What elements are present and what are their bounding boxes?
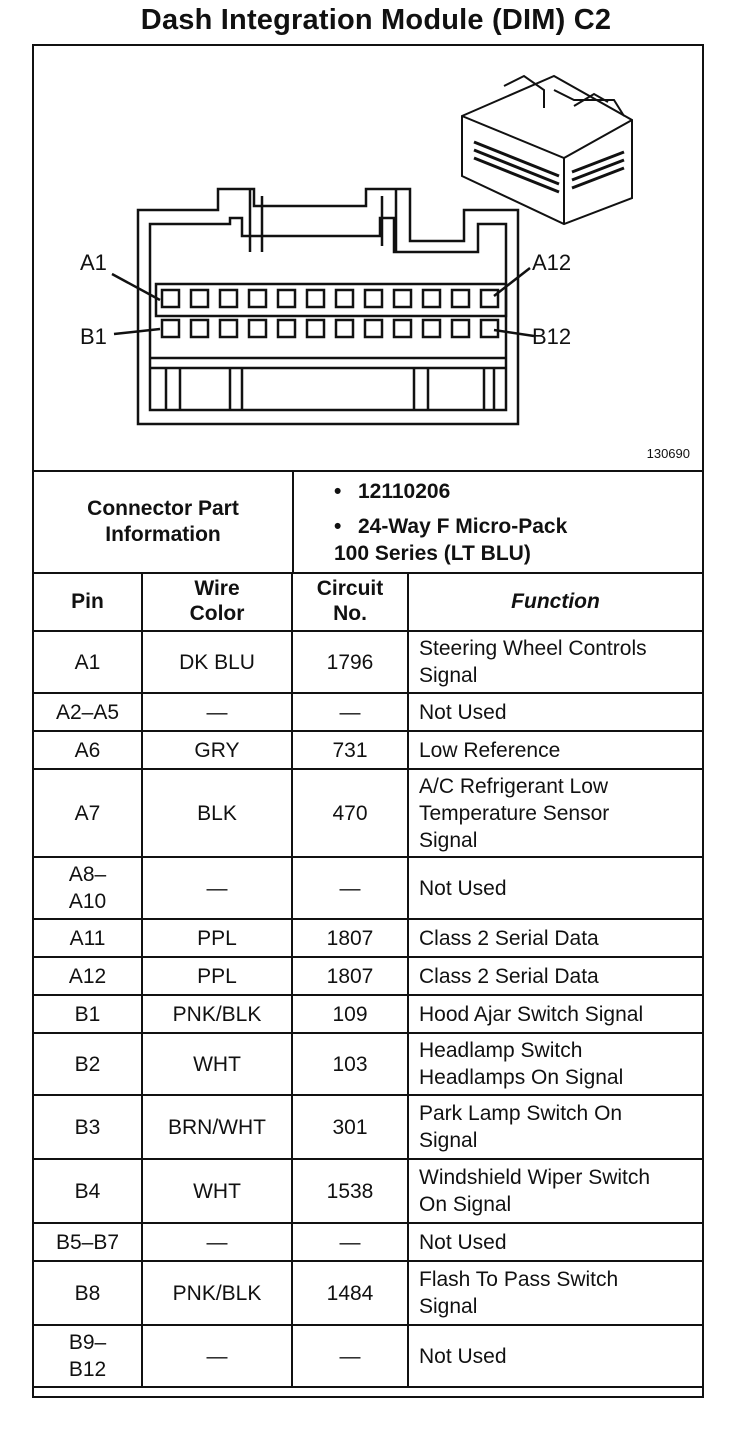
wire-color-cell: WHT: [142, 1033, 292, 1095]
table-row: [34, 1223, 702, 1261]
function-cell: [408, 919, 702, 957]
pin-label-a12: A12: [532, 250, 572, 275]
function-cell-line: Class 2 Serial Data: [419, 964, 599, 988]
pin-cell: [34, 1033, 142, 1095]
circuit-cell: 301: [292, 1095, 408, 1159]
table-row: [34, 995, 702, 1033]
pin-cell-line: A7: [74, 801, 101, 825]
connector-part-information-label: [34, 472, 294, 572]
circuit-cell: 1484: [292, 1261, 408, 1325]
circuit-cell: —: [292, 857, 408, 919]
connector-face-drawing: [34, 46, 702, 470]
pinout-table: [34, 572, 702, 1388]
table-row: [34, 957, 702, 995]
pin-cell: [34, 731, 142, 769]
wire-color-cell: PPL: [142, 957, 292, 995]
pin-cell-line: B9–: [68, 1331, 107, 1354]
table-row: [34, 1033, 702, 1095]
pin-cell-line: A6: [74, 738, 101, 762]
pin-cell-line: A11: [69, 926, 106, 950]
pin-cell: [34, 1095, 142, 1159]
pin-cell-line: B3: [74, 1115, 101, 1139]
function-cell-line: Temperature Sensor: [419, 801, 610, 825]
pin-cell-line: A1: [74, 650, 101, 674]
function-cell-line: Class 2 Serial Data: [419, 926, 599, 950]
connector-label-line: Connector Part: [87, 497, 239, 520]
function-cell-line: Not Used: [419, 700, 507, 724]
table-row: [34, 731, 702, 769]
function-cell-line: On Signal: [419, 1193, 512, 1216]
function-cell: [408, 769, 702, 857]
pin-cell: [34, 1159, 142, 1223]
table-row: [34, 693, 702, 731]
pin-cell-line: A10: [68, 890, 107, 913]
wire-color-cell: PPL: [142, 919, 292, 957]
pin-cell-line: B12: [68, 1358, 107, 1381]
function-cell-line: Hood Ajar Switch Signal: [419, 1002, 644, 1026]
header-line: Color: [189, 602, 245, 625]
header-line: No.: [333, 602, 367, 625]
circuit-cell: 1796: [292, 631, 408, 693]
header-wire-color: [142, 572, 292, 631]
circuit-cell: 1807: [292, 919, 408, 957]
table-row: [34, 769, 702, 857]
part-number: • 12110206: [334, 478, 702, 505]
function-cell: [408, 1223, 702, 1261]
pin-cell: [34, 631, 142, 693]
pin-cell: [34, 957, 142, 995]
function-cell: [408, 857, 702, 919]
pin-cell: [34, 1261, 142, 1325]
pin-label-a1: A1: [80, 250, 107, 275]
circuit-cell: —: [292, 693, 408, 731]
figure-number: 130690: [646, 446, 690, 461]
wire-color-cell: DK BLU: [142, 631, 292, 693]
function-cell: [408, 693, 702, 731]
function-cell: [408, 957, 702, 995]
pinout-rows: [34, 631, 702, 1387]
pin-cell-line: B5–B7: [55, 1230, 120, 1254]
function-cell-line: Park Lamp Switch On: [419, 1102, 623, 1125]
header-circuit: [292, 572, 408, 631]
circuit-cell: —: [292, 1223, 408, 1261]
wire-color-cell: —: [142, 1325, 292, 1387]
pin-cell-line: B8: [74, 1281, 101, 1305]
header-function: Function: [408, 572, 702, 631]
function-cell-line: Steering Wheel Controls: [419, 637, 647, 660]
table-row: [34, 857, 702, 919]
wire-color-cell: WHT: [142, 1159, 292, 1223]
pin-label-b12: B12: [532, 324, 572, 349]
wire-color-cell: —: [142, 1223, 292, 1261]
connector-diagram: [34, 46, 702, 472]
pin-cell: [34, 857, 142, 919]
connector-label-line: Information: [105, 523, 221, 546]
function-cell: [408, 1095, 702, 1159]
function-cell: [408, 1261, 702, 1325]
table-row: [34, 1159, 702, 1223]
pin-cell: [34, 919, 142, 957]
pin-label-b1: B1: [80, 324, 107, 349]
part-description-line2: 100 Series (LT BLU): [334, 542, 531, 565]
header-line: Wire: [194, 577, 240, 600]
connector-part-information: [34, 472, 702, 574]
connector-sheet: [32, 44, 704, 1398]
table-row: [34, 1095, 702, 1159]
wire-color-cell: GRY: [142, 731, 292, 769]
function-cell-line: Not Used: [419, 1230, 507, 1254]
function-cell-line: Not Used: [419, 876, 507, 900]
pin-cell: [34, 693, 142, 731]
function-cell-line: Headlamps On Signal: [419, 1066, 624, 1089]
function-cell-line: Signal: [419, 1295, 478, 1318]
function-cell-line: Not Used: [419, 1344, 507, 1368]
header-line: Circuit: [316, 577, 384, 600]
wire-color-cell: BLK: [142, 769, 292, 857]
wire-color-cell: —: [142, 693, 292, 731]
table-row: [34, 631, 702, 693]
circuit-cell: 731: [292, 731, 408, 769]
function-cell-line: Flash To Pass Switch: [419, 1268, 619, 1291]
pin-cell-line: A12: [68, 964, 107, 988]
function-cell-line: Signal: [419, 1129, 478, 1152]
function-cell: [408, 631, 702, 693]
pin-cell-line: B4: [74, 1179, 101, 1203]
pin-cell-line: B2: [74, 1052, 101, 1076]
circuit-cell: 1807: [292, 957, 408, 995]
function-cell: [408, 1325, 702, 1387]
pin-cell-line: A2–A5: [55, 700, 120, 724]
function-cell-line: Headlamp Switch: [419, 1039, 583, 1062]
function-cell: [408, 995, 702, 1033]
table-row: [34, 1325, 702, 1387]
function-cell: [408, 1033, 702, 1095]
pin-cell: [34, 1223, 142, 1261]
wire-color-cell: BRN/WHT: [142, 1095, 292, 1159]
wire-color-cell: PNK/BLK: [142, 1261, 292, 1325]
circuit-cell: 103: [292, 1033, 408, 1095]
pin-cell-line: A8–: [68, 863, 107, 886]
circuit-cell: 1538: [292, 1159, 408, 1223]
function-cell-line: Windshield Wiper Switch: [419, 1166, 651, 1189]
function-cell-line: Signal: [419, 828, 478, 852]
part-description-line1: • 24-Way F Micro-Pack: [334, 513, 702, 540]
table-row: [34, 919, 702, 957]
table-row: [34, 1261, 702, 1325]
pin-cell: [34, 995, 142, 1033]
header-pin: Pin: [34, 572, 142, 631]
function-cell: [408, 1159, 702, 1223]
table-header-row: [34, 572, 702, 631]
circuit-cell: 109: [292, 995, 408, 1033]
wire-color-cell: PNK/BLK: [142, 995, 292, 1033]
function-cell-line: Signal: [419, 664, 478, 687]
connector-part-values: [294, 472, 702, 572]
pin-cell-line: B1: [74, 1002, 101, 1026]
function-cell-line: A/C Refrigerant Low: [419, 774, 609, 798]
pin-cell: [34, 769, 142, 857]
function-cell-line: Low Reference: [419, 738, 561, 762]
pin-cell: [34, 1325, 142, 1387]
page-title: Dash Integration Module (DIM) C2: [140, 4, 612, 36]
wire-color-cell: —: [142, 857, 292, 919]
circuit-cell: 470: [292, 769, 408, 857]
circuit-cell: —: [292, 1325, 408, 1387]
function-cell: [408, 731, 702, 769]
